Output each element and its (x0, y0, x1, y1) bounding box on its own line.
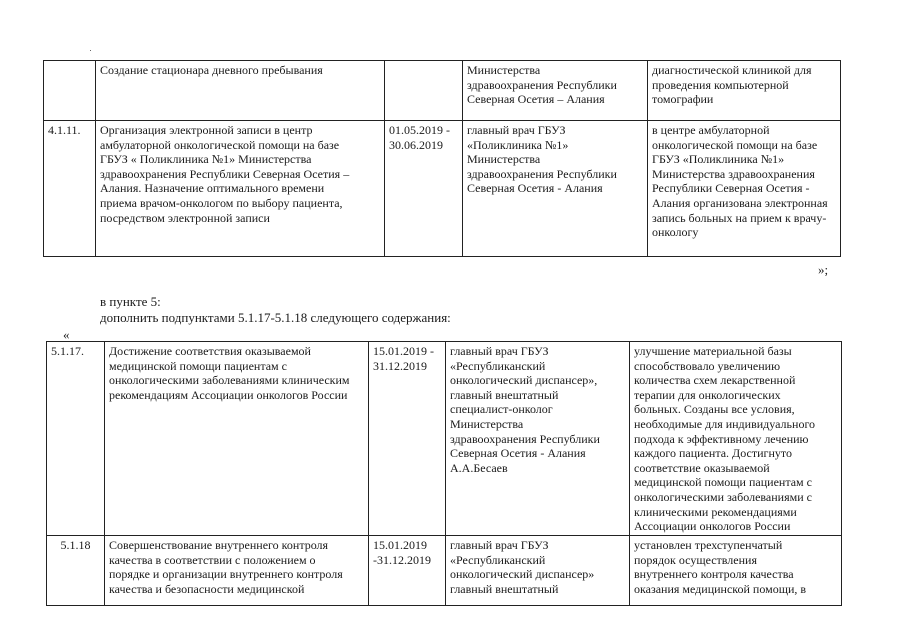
measure-name: Достижение соответствия оказываемой медицинской помощи пациентам с онкологическими заболеваниями клиническим рекомендациям Ассоциации онкологов России (105, 342, 369, 536)
measure-name: Создание стационара дневного пребывания (96, 61, 385, 121)
expected-result: улучшение материальной базы способствовало увеличению количества схем лекарственной терапии для онкологических больных. Созданы все условия, необходимые для индивидуального подхода к эффективному лечению каждого пациента. Достигнуто соответствие оказываемой медицинской помощи пациентам с онкологическими заболеваниями с клиническими рекомендациями Ассоциации онкологов России (630, 342, 842, 536)
plan-table-section-5 (46, 341, 842, 606)
deadline-dates: 01.05.2019 - 30.06.2019 (385, 121, 463, 257)
row-number: 5.1.18 (47, 536, 105, 606)
measure-name: Совершенствование внутреннего контроля качества в соответствии с положением о порядке и организации внутреннего контроля качества и безопасности медицинской (105, 536, 369, 606)
responsible-party: главный врач ГБУЗ «Республиканский онкологический диспансер», главный внештатный специалист-онколог Министерства здравоохранения Республики Северная Осетия - Алания А.А.Бесаев (446, 342, 630, 536)
responsible-party: Министерства здравоохранения Республики Северная Осетия – Алания (463, 61, 648, 121)
table-row (47, 536, 842, 606)
table-row (44, 121, 841, 257)
deadline-dates: 15.01.2019 - 31.12.2019 (369, 342, 446, 536)
section-heading: в пункте 5: (100, 294, 161, 309)
table-row (44, 61, 841, 121)
row-number (44, 61, 96, 121)
plan-table-section-4 (43, 60, 841, 257)
row-number: 5.1.17. (47, 342, 105, 536)
measure-name: Организация электронной записи в центр амбулаторной онкологической помощи на базе ГБУЗ « Поликлиника №1» Министерства здравоохранения Республики Северная Осетия – Алания. Назначение оптимального времени приема врачом-онкологом по выбору пациента, посредством электронной записи (96, 121, 385, 257)
opening-quote-mark: « (63, 327, 70, 342)
responsible-party: главный врач ГБУЗ «Поликлиника №1» Министерства здравоохранения Республики Северная Осетия - Алания (463, 121, 648, 257)
deadline-dates: 15.01.2019 -31.12.2019 (369, 536, 446, 606)
deadline-dates (385, 61, 463, 121)
expected-result: в центре амбулаторной онкологической помощи на базе ГБУЗ «Поликлиника №1» Министерства здравоохранения Республики Северная Осетия - Алания организована электронная запись больных на прием к врачу- онкологу (648, 121, 841, 257)
responsible-party: главный врач ГБУЗ «Республиканский онкологический диспансер» главный внештатный (446, 536, 630, 606)
row-number: 4.1.11. (44, 121, 96, 257)
expected-result: установлен трехступенчатый порядок осуществления внутреннего контроля качества оказания медицинской помощи, в (630, 536, 842, 606)
table-row (47, 342, 842, 536)
scan-speck (90, 50, 91, 51)
section-instruction: дополнить подпунктами 5.1.17-5.1.18 следующего содержания: (100, 310, 451, 325)
expected-result: диагностической клиникой для проведения компьютерной томографии (648, 61, 841, 121)
closing-quote-mark: »; (818, 262, 829, 277)
